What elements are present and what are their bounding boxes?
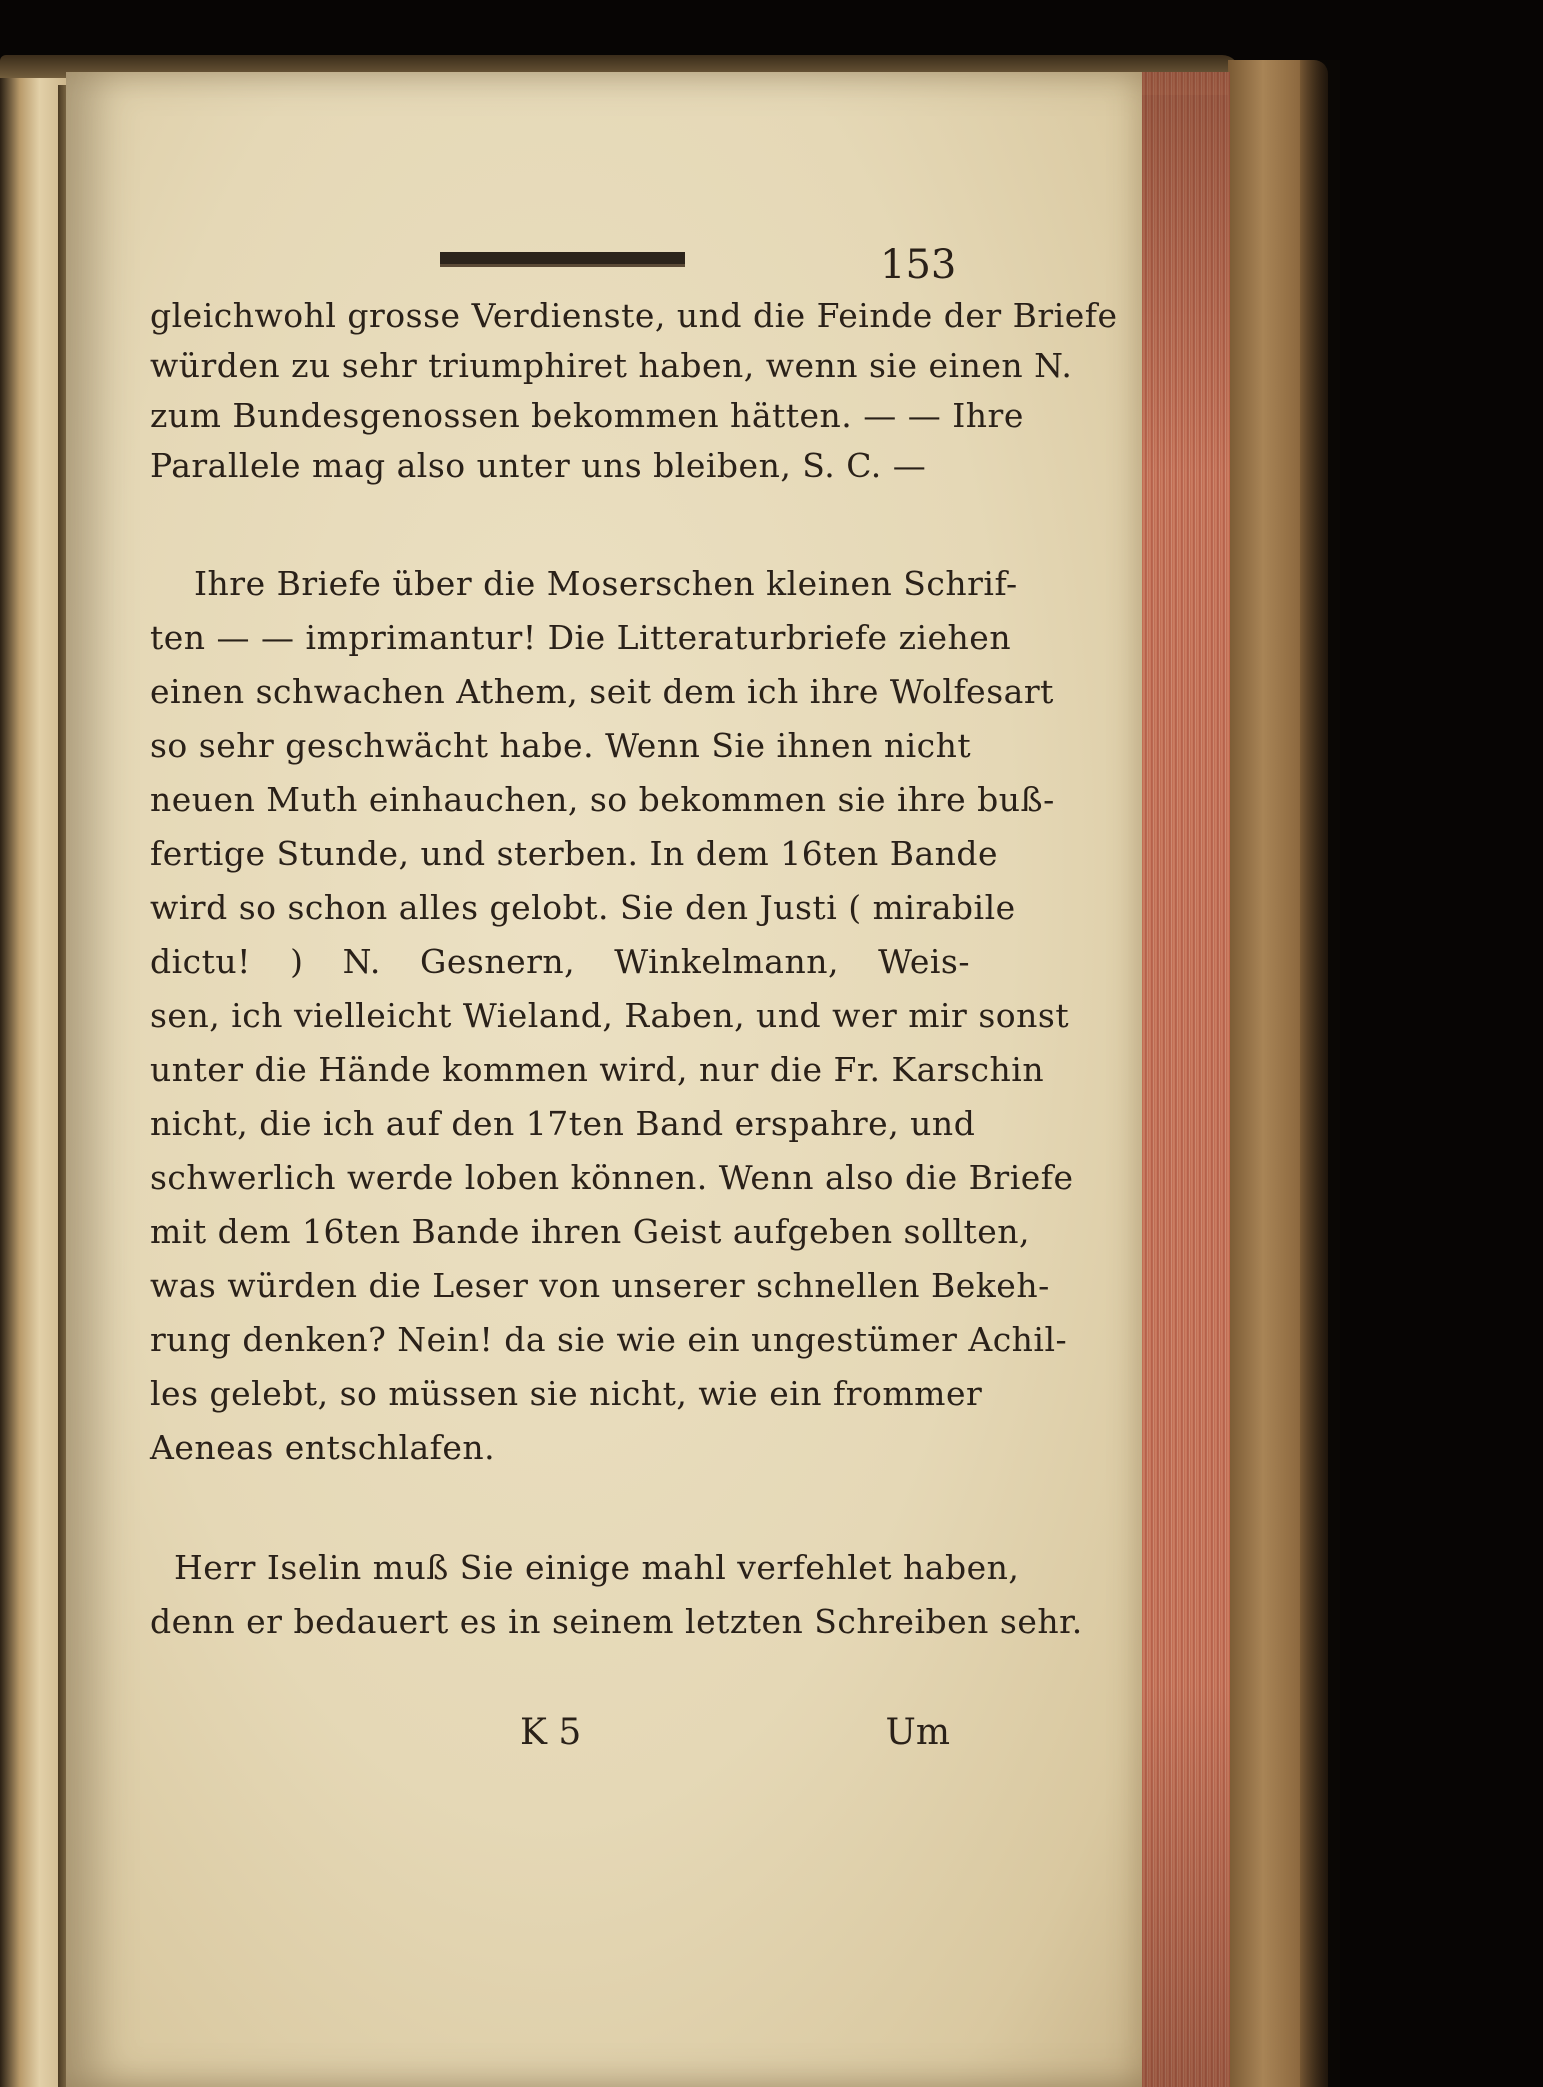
printer-signature: K 5 (520, 1712, 582, 1753)
text-line: neuen Muth einhauchen, so bekommen sie ihre buß- (150, 780, 1055, 819)
page-number: 153 (880, 242, 957, 288)
text-line: sen, ich vielleicht Wieland, Raben, und wer mir sonst (150, 996, 1070, 1035)
facing-page-edge (0, 78, 66, 2087)
text-line: unter die Hände kommen wird, nur die Fr. Karschin (150, 1050, 1045, 1089)
text-line: so sehr geschwächt habe. Wenn Sie ihnen nicht (150, 726, 972, 765)
text-line: gleichwohl grosse Verdienste, und die Feinde der Briefe (150, 296, 1118, 335)
text-line: Aeneas entschlafen. (150, 1428, 496, 1467)
book-page (66, 72, 1142, 2087)
text-line: les gelebt, so müssen sie nicht, wie ein frommer (150, 1374, 983, 1413)
page-edge-shade (1130, 72, 1230, 2087)
text-line: rung denken? Nein! da sie wie ein ungestümer Achil- (150, 1320, 1068, 1359)
text-line: wird so schon alles gelobt. Sie den Justi ( mirabile (150, 888, 1016, 927)
text-line: ten — — imprimantur! Die Litteraturbriefe ziehen (150, 618, 1012, 657)
text-line: Parallele mag also unter uns bleiben, S. C. — (150, 446, 927, 485)
text-line: nicht, die ich auf den 17ten Band erspahre, und (150, 1104, 976, 1143)
text-line: mit dem 16ten Bande ihren Geist aufgeben sollten, (150, 1212, 1031, 1251)
text-line: dictu! ) N. Gesnern, Winkelmann, Weis- (150, 942, 970, 981)
text-line: was würden die Leser von unserer schnellen Bekeh- (150, 1266, 1050, 1305)
catchword: Um (885, 1712, 950, 1753)
text-line: denn er bedauert es in seinem letzten Schreiben sehr. (150, 1602, 1083, 1641)
text-line: zum Bundesgenossen bekommen hätten. — — Ihre (150, 396, 1024, 435)
text-line: einen schwachen Athem, seit dem ich ihre Wolfesart (150, 672, 1054, 711)
text-line: Herr Iselin muß Sie einige mahl verfehlet haben, (174, 1548, 1020, 1587)
text-line: Ihre Briefe über die Moserschen kleinen Schrif- (194, 564, 1018, 603)
binding-shadow (1300, 60, 1340, 2087)
text-line: fertige Stunde, und sterben. In dem 16ten Bande (150, 834, 999, 873)
text-line: schwerlich werde loben können. Wenn also die Briefe (150, 1158, 1074, 1197)
header-rule (440, 252, 685, 267)
page-footer (170, 1712, 950, 1762)
text-line: würden zu sehr triumphiret haben, wenn sie einen N. (150, 346, 1073, 385)
